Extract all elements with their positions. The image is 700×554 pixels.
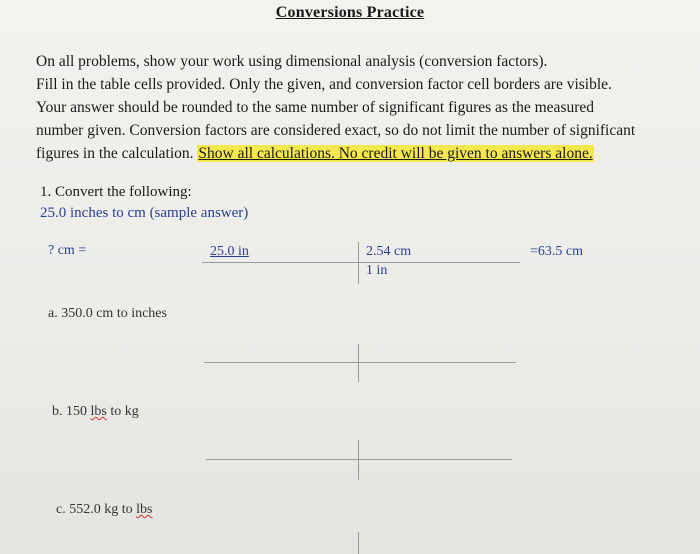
- instructions-highlighted-warning: Show all calculations. No credit will be given to answers alone.: [198, 145, 593, 162]
- sample-factor-numerator-cell[interactable]: 2.54 cm: [366, 244, 412, 259]
- problem-a-label: [48, 306, 167, 322]
- problem-c-label: [56, 502, 152, 518]
- problem-b-label: [52, 404, 139, 420]
- problem-a-factor-divider: [358, 344, 359, 382]
- instructions-line-5-prefix: figures in the calculation.: [36, 145, 194, 162]
- question-1-heading: [40, 182, 248, 224]
- problem-b-fraction-line: [206, 459, 512, 460]
- sample-factor-divider: [358, 242, 359, 284]
- problem-b-prefix: b. 150: [52, 404, 91, 419]
- sample-unknown-label: ? cm =: [48, 243, 87, 258]
- instructions-line-4: number given. Conversion factors are considered exact, so do not limit the number of significant: [36, 122, 636, 139]
- sample-given-cell[interactable]: 25.0 in: [210, 244, 249, 259]
- instructions-line-5: [36, 142, 686, 165]
- page-title: Conversions Practice: [275, 4, 425, 21]
- problem-b-factor-divider: [358, 440, 359, 480]
- problem-a-text: a. 350.0 cm to inches: [48, 306, 167, 321]
- instructions-paragraph: [36, 50, 686, 165]
- problem-b-unit: lbs: [90, 404, 107, 419]
- problem-b-suffix: to kg: [106, 404, 139, 419]
- sample-fraction-line: [202, 262, 520, 263]
- sample-answer-cell[interactable]: =63.5 cm: [530, 244, 583, 259]
- instructions-line-2: Fill in the table cells provided. Only the given, and conversion factor cell borders are visible.: [36, 76, 612, 93]
- instructions-line-3: Your answer should be rounded to the same number of significant figures as the measured: [36, 99, 595, 116]
- question-1-title: 1. Convert the following:: [40, 184, 192, 200]
- sample-problem-title: 25.0 inches to cm (sample answer): [40, 205, 249, 221]
- sample-factor-denominator-cell[interactable]: 1 in: [366, 263, 388, 278]
- problem-a-fraction-line: [204, 362, 516, 363]
- problem-c-prefix: c. 552.0 kg to: [56, 502, 137, 517]
- problem-c-factor-divider: [358, 532, 359, 554]
- problem-c-unit: lbs: [136, 502, 153, 517]
- instructions-line-1: On all problems, show your work using dimensional analysis (conversion factors).: [36, 53, 548, 70]
